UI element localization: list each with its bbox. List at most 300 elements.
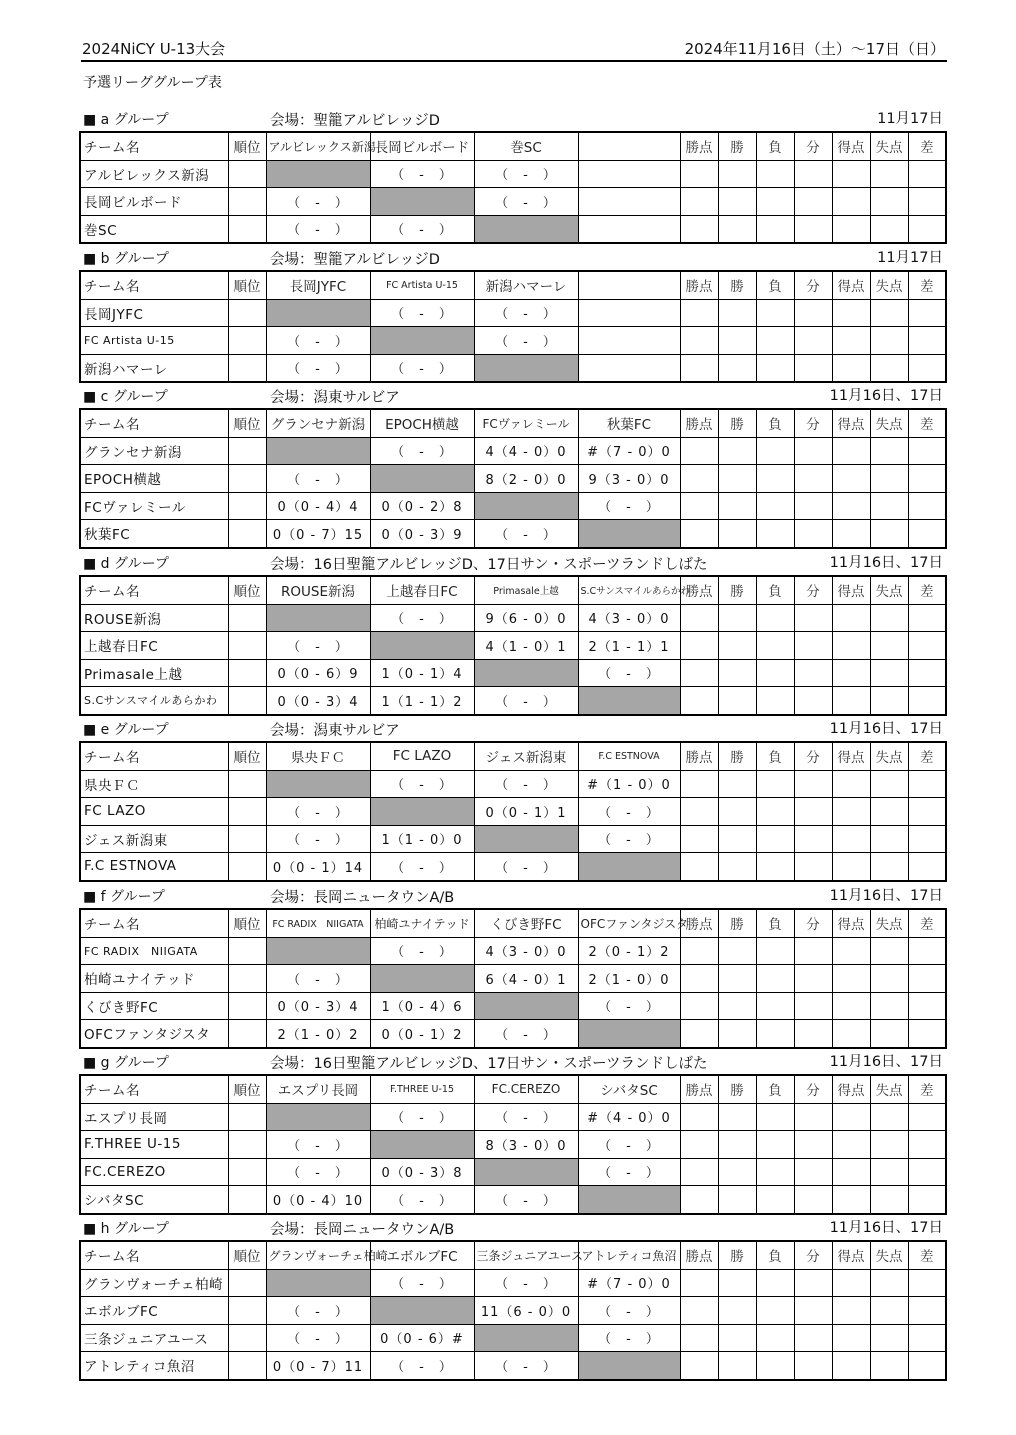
loss-cell xyxy=(756,770,794,798)
diff-cell xyxy=(908,492,946,520)
draw-cell xyxy=(794,1103,832,1131)
header-row xyxy=(80,1075,946,1103)
match-result-cell: 4（1 - 0）1 xyxy=(474,632,578,660)
goals-for-column-header: 得点 xyxy=(832,132,870,160)
goals-against-column-header: 失点 xyxy=(870,742,908,770)
draw-cell xyxy=(794,1297,832,1325)
draw-cell xyxy=(794,1324,832,1352)
group-block xyxy=(79,1048,947,1215)
points-cell xyxy=(680,965,718,993)
match-result-cell: （ - ） xyxy=(474,160,578,188)
points-column-header: 勝点 xyxy=(680,271,718,299)
goals-against-column-header: 失点 xyxy=(870,1241,908,1269)
group-block xyxy=(79,1214,947,1381)
points-cell xyxy=(680,937,718,965)
tournament-title: 2024NiCY U-13大会 xyxy=(82,40,226,58)
win-cell xyxy=(718,798,756,826)
diff-cell xyxy=(908,160,946,188)
match-result-cell: （ - ） xyxy=(370,160,474,188)
goals-against-column-header: 失点 xyxy=(870,409,908,437)
group-table xyxy=(79,1240,947,1381)
group-name: ■ g グループ xyxy=(83,1055,169,1071)
match-result-cell: 9（6 - 0）0 xyxy=(474,604,578,632)
loss-cell xyxy=(756,465,794,493)
draw-cell xyxy=(794,492,832,520)
team-name: 秋葉FC xyxy=(80,520,228,548)
match-result-cell: 0（0 - 3）9 xyxy=(370,520,474,548)
rank-cell xyxy=(228,798,266,826)
team-column-header: チーム名 xyxy=(80,909,228,937)
goals-against-cell xyxy=(870,992,908,1020)
win-cell xyxy=(718,853,756,881)
group-block xyxy=(79,382,947,549)
goals-for-cell xyxy=(832,1131,870,1159)
goals-for-cell xyxy=(832,520,870,548)
group-title-row xyxy=(79,1214,947,1240)
group-title-row xyxy=(79,882,947,908)
match-result-cell: （ - ） xyxy=(266,188,370,216)
diff-cell xyxy=(908,687,946,715)
opponent-column-header: 秋葉FC xyxy=(578,409,680,437)
win-column-header: 勝 xyxy=(718,576,756,604)
rank-column-header: 順位 xyxy=(228,271,266,299)
match-result-cell: （ - ） xyxy=(578,825,680,853)
goals-for-column-header: 得点 xyxy=(832,742,870,770)
points-cell xyxy=(680,188,718,216)
opponent-column-header: ジェス新潟東 xyxy=(474,742,578,770)
goals-against-cell xyxy=(870,215,908,243)
match-result-cell: （ - ） xyxy=(578,798,680,826)
self-match-cell xyxy=(578,1352,680,1380)
goals-against-cell xyxy=(870,937,908,965)
goals-against-column-header: 失点 xyxy=(870,132,908,160)
goals-against-cell xyxy=(870,659,908,687)
diff-cell xyxy=(908,1186,946,1214)
draw-column-header: 分 xyxy=(794,1075,832,1103)
rank-cell xyxy=(228,965,266,993)
draw-column-header: 分 xyxy=(794,132,832,160)
match-result-cell: （ - ） xyxy=(474,1020,578,1048)
diff-cell xyxy=(908,354,946,382)
group-table xyxy=(79,408,947,549)
self-match-cell xyxy=(266,160,370,188)
team-row xyxy=(80,437,946,465)
goals-against-cell xyxy=(870,299,908,327)
diff-column-header: 差 xyxy=(908,409,946,437)
win-column-header: 勝 xyxy=(718,271,756,299)
header-row xyxy=(80,409,946,437)
win-column-header: 勝 xyxy=(718,132,756,160)
opponent-column-header xyxy=(578,271,680,299)
rank-cell xyxy=(228,492,266,520)
win-column-header: 勝 xyxy=(718,1075,756,1103)
diff-cell xyxy=(908,299,946,327)
diff-cell xyxy=(908,937,946,965)
rank-cell xyxy=(228,659,266,687)
goals-against-cell xyxy=(870,1324,908,1352)
points-cell xyxy=(680,1020,718,1048)
header-row xyxy=(80,1241,946,1269)
loss-cell xyxy=(756,853,794,881)
rank-cell xyxy=(228,1020,266,1048)
loss-cell xyxy=(756,604,794,632)
team-name: FC LAZO xyxy=(80,798,228,826)
opponent-column-header: FC Artista U-15 xyxy=(370,271,474,299)
match-result-cell: （ - ） xyxy=(266,1297,370,1325)
rank-cell xyxy=(228,1186,266,1214)
goals-for-cell xyxy=(832,798,870,826)
group-title-row xyxy=(79,105,947,131)
self-match-cell xyxy=(266,299,370,327)
tournament-dates: 2024年11月16日（土）～17日（日） xyxy=(684,40,945,58)
win-cell xyxy=(718,1158,756,1186)
opponent-column-header: 県央ＦＣ xyxy=(266,742,370,770)
group-date: 11月17日 xyxy=(877,111,943,127)
goals-for-cell xyxy=(832,965,870,993)
points-cell xyxy=(680,492,718,520)
team-row xyxy=(80,1186,946,1214)
team-row xyxy=(80,492,946,520)
match-result-cell: （ - ） xyxy=(474,770,578,798)
team-row xyxy=(80,299,946,327)
goals-for-cell xyxy=(832,354,870,382)
opponent-column-header: FCヴァレミール xyxy=(474,409,578,437)
group-name: ■ b グループ xyxy=(83,251,169,267)
team-row xyxy=(80,1352,946,1380)
diff-cell xyxy=(908,770,946,798)
match-result-cell: 9（3 - 0）0 xyxy=(578,465,680,493)
win-cell xyxy=(718,659,756,687)
draw-cell xyxy=(794,437,832,465)
group-table xyxy=(79,270,947,383)
goals-for-column-header: 得点 xyxy=(832,1075,870,1103)
loss-cell xyxy=(756,659,794,687)
diff-cell xyxy=(908,798,946,826)
team-row xyxy=(80,632,946,660)
rank-cell xyxy=(228,188,266,216)
goals-for-cell xyxy=(832,1020,870,1048)
match-result-cell: #（4 - 0）0 xyxy=(578,1103,680,1131)
group-table xyxy=(79,1074,947,1215)
rank-column-header: 順位 xyxy=(228,132,266,160)
draw-cell xyxy=(794,687,832,715)
match-result-cell: 0（0 - 3）8 xyxy=(370,1158,474,1186)
match-result-cell: （ - ） xyxy=(474,1352,578,1380)
opponent-column-header: EPOCH横越 xyxy=(370,409,474,437)
header-row xyxy=(80,742,946,770)
self-match-cell xyxy=(474,825,578,853)
group-venue: 会場：長岡ニュータウンA/B xyxy=(270,1222,455,1238)
diff-cell xyxy=(908,1269,946,1297)
opponent-column-header: FC RADIX NIIGATA xyxy=(266,909,370,937)
loss-cell xyxy=(756,965,794,993)
match-result-cell: （ - ） xyxy=(266,327,370,355)
opponent-column-header: 三条ジュニアユース xyxy=(474,1241,578,1269)
goals-against-cell xyxy=(870,160,908,188)
team-row xyxy=(80,659,946,687)
match-result-cell: 6（4 - 0）1 xyxy=(474,965,578,993)
win-cell xyxy=(718,937,756,965)
group-venue: 会場：16日聖籠アルビレッジD、17日サン・スポーツランドしばた xyxy=(270,557,708,573)
draw-cell xyxy=(794,1269,832,1297)
loss-column-header: 負 xyxy=(756,1075,794,1103)
self-match-cell xyxy=(266,437,370,465)
draw-cell xyxy=(794,825,832,853)
diff-column-header: 差 xyxy=(908,271,946,299)
self-match-cell xyxy=(578,853,680,881)
goals-for-cell xyxy=(832,160,870,188)
goals-against-column-header: 失点 xyxy=(870,576,908,604)
win-cell xyxy=(718,1352,756,1380)
goals-for-cell xyxy=(832,853,870,881)
match-result-cell: （ - ） xyxy=(370,1352,474,1380)
team-name: F.C ESTNOVA xyxy=(80,853,228,881)
opponent-column-header: アルビレックス新潟 xyxy=(266,132,370,160)
loss-cell xyxy=(756,632,794,660)
draw-column-header: 分 xyxy=(794,271,832,299)
match-result-cell: （ - ） xyxy=(474,1269,578,1297)
group-date: 11月16日、17日 xyxy=(829,888,943,904)
match-result-cell: （ - ） xyxy=(266,1131,370,1159)
match-result-cell: 4（3 - 0）0 xyxy=(474,937,578,965)
draw-cell xyxy=(794,659,832,687)
loss-cell xyxy=(756,1131,794,1159)
team-name: くびき野FC xyxy=(80,992,228,1020)
loss-cell xyxy=(756,327,794,355)
diff-cell xyxy=(908,1158,946,1186)
match-result-cell: 0（0 - 4）4 xyxy=(266,492,370,520)
group-name: ■ c グループ xyxy=(83,389,168,405)
draw-cell xyxy=(794,632,832,660)
group-table xyxy=(79,131,947,244)
win-column-header: 勝 xyxy=(718,909,756,937)
team-name: アトレティコ魚沼 xyxy=(80,1352,228,1380)
loss-cell xyxy=(756,1103,794,1131)
goals-for-column-header: 得点 xyxy=(832,576,870,604)
goals-against-cell xyxy=(870,188,908,216)
goals-for-cell xyxy=(832,1324,870,1352)
opponent-column-header: FC.CEREZO xyxy=(474,1075,578,1103)
match-result-cell: 0（0 - 7）11 xyxy=(266,1352,370,1380)
opponent-column-header: グランセナ新潟 xyxy=(266,409,370,437)
match-result-cell: （ - ） xyxy=(474,853,578,881)
diff-cell xyxy=(908,327,946,355)
group-venue: 会場：潟東サルビア xyxy=(270,390,400,406)
match-result-cell: （ - ） xyxy=(370,853,474,881)
group-name: ■ d グループ xyxy=(83,556,169,572)
draw-cell xyxy=(794,965,832,993)
match-result-cell: （ - ） xyxy=(578,1158,680,1186)
loss-column-header: 負 xyxy=(756,742,794,770)
loss-cell xyxy=(756,825,794,853)
draw-cell xyxy=(794,1020,832,1048)
opponent-column-header: くびき野FC xyxy=(474,909,578,937)
rank-cell xyxy=(228,770,266,798)
self-match-cell xyxy=(370,1297,474,1325)
opponent-column-header: F.C ESTNOVA xyxy=(578,742,680,770)
goals-for-cell xyxy=(832,687,870,715)
win-cell xyxy=(718,1020,756,1048)
opponent-column-header: F.THREE U-15 xyxy=(370,1075,474,1103)
rank-cell xyxy=(228,1131,266,1159)
loss-cell xyxy=(756,437,794,465)
match-result-cell: 0（0 - 6）# xyxy=(370,1324,474,1352)
rank-cell xyxy=(228,1269,266,1297)
group-venue: 会場：長岡ニュータウンA/B xyxy=(270,890,455,906)
points-column-header: 勝点 xyxy=(680,1241,718,1269)
points-cell xyxy=(680,798,718,826)
match-result-cell: （ - ） xyxy=(370,354,474,382)
match-result-cell: 8（3 - 0）0 xyxy=(474,1131,578,1159)
goals-against-cell xyxy=(870,1186,908,1214)
win-column-header: 勝 xyxy=(718,1241,756,1269)
goals-against-cell xyxy=(870,965,908,993)
draw-cell xyxy=(794,327,832,355)
group-title-row xyxy=(79,549,947,575)
opponent-column-header: Primasale上越 xyxy=(474,576,578,604)
team-row xyxy=(80,160,946,188)
team-name: S.Cサンスマイルあらかわ xyxy=(80,687,228,715)
opponent-column-header: OFCファンタジスタ xyxy=(578,909,680,937)
match-result-cell: 0（0 - 1）14 xyxy=(266,853,370,881)
diff-cell xyxy=(908,659,946,687)
self-match-cell xyxy=(266,1103,370,1131)
loss-cell xyxy=(756,215,794,243)
match-result-cell: （ - ） xyxy=(370,215,474,243)
match-result-cell: （ - ） xyxy=(266,825,370,853)
match-result-cell: #（7 - 0）0 xyxy=(578,1269,680,1297)
loss-cell xyxy=(756,937,794,965)
rank-cell xyxy=(228,937,266,965)
draw-cell xyxy=(794,1352,832,1380)
team-name: エボルブFC xyxy=(80,1297,228,1325)
diff-column-header: 差 xyxy=(908,1075,946,1103)
goals-against-column-header: 失点 xyxy=(870,909,908,937)
match-result-cell xyxy=(578,188,680,216)
team-name: 三条ジュニアユース xyxy=(80,1324,228,1352)
rank-cell xyxy=(228,1297,266,1325)
team-column-header: チーム名 xyxy=(80,271,228,299)
team-name: 長岡ビルボード xyxy=(80,188,228,216)
diff-column-header: 差 xyxy=(908,576,946,604)
diff-column-header: 差 xyxy=(908,909,946,937)
group-name: ■ e グループ xyxy=(83,722,169,738)
goals-against-cell xyxy=(870,604,908,632)
self-match-cell xyxy=(370,188,474,216)
team-name: FC RADIX NIIGATA xyxy=(80,937,228,965)
opponent-column-header: 巻SC xyxy=(474,132,578,160)
document-header xyxy=(81,38,947,62)
team-row xyxy=(80,687,946,715)
goals-for-cell xyxy=(832,188,870,216)
diff-cell xyxy=(908,437,946,465)
diff-cell xyxy=(908,632,946,660)
diff-cell xyxy=(908,1352,946,1380)
points-cell xyxy=(680,687,718,715)
team-name: FC.CEREZO xyxy=(80,1158,228,1186)
match-result-cell: 1（0 - 1）4 xyxy=(370,659,474,687)
goals-against-cell xyxy=(870,327,908,355)
self-match-cell xyxy=(474,992,578,1020)
diff-cell xyxy=(908,604,946,632)
match-result-cell: （ - ） xyxy=(578,992,680,1020)
rank-cell xyxy=(228,354,266,382)
goals-for-cell xyxy=(832,770,870,798)
goals-against-cell xyxy=(870,825,908,853)
team-name: F.THREE U-15 xyxy=(80,1131,228,1159)
rank-cell xyxy=(228,215,266,243)
team-row xyxy=(80,1269,946,1297)
self-match-cell xyxy=(370,1131,474,1159)
team-row xyxy=(80,604,946,632)
draw-cell xyxy=(794,520,832,548)
self-match-cell xyxy=(474,1158,578,1186)
goals-for-column-header: 得点 xyxy=(832,409,870,437)
match-result-cell xyxy=(578,354,680,382)
loss-cell xyxy=(756,1158,794,1186)
team-name: シバタSC xyxy=(80,1186,228,1214)
loss-cell xyxy=(756,992,794,1020)
match-result-cell: （ - ） xyxy=(474,1103,578,1131)
group-table xyxy=(79,908,947,1049)
goals-for-cell xyxy=(832,659,870,687)
match-result-cell: #（7 - 0）0 xyxy=(578,437,680,465)
self-match-cell xyxy=(266,604,370,632)
opponent-column-header: S.Cサンスマイルあらかわ xyxy=(578,576,680,604)
loss-cell xyxy=(756,798,794,826)
match-result-cell: （ - ） xyxy=(474,1186,578,1214)
opponent-column-header: グランヴォーチェ柏崎 xyxy=(266,1241,370,1269)
goals-for-cell xyxy=(832,1158,870,1186)
team-row xyxy=(80,825,946,853)
goals-for-column-header: 得点 xyxy=(832,909,870,937)
team-name: ジェス新潟東 xyxy=(80,825,228,853)
team-row xyxy=(80,465,946,493)
group-block xyxy=(79,715,947,882)
goals-against-cell xyxy=(870,1269,908,1297)
points-column-header: 勝点 xyxy=(680,1075,718,1103)
rank-column-header: 順位 xyxy=(228,742,266,770)
team-row xyxy=(80,1324,946,1352)
team-column-header: チーム名 xyxy=(80,1241,228,1269)
points-cell xyxy=(680,1131,718,1159)
loss-cell xyxy=(756,492,794,520)
group-date: 11月16日、17日 xyxy=(829,555,943,571)
match-result-cell: （ - ） xyxy=(474,299,578,327)
goals-against-cell xyxy=(870,798,908,826)
match-result-cell: （ - ） xyxy=(474,327,578,355)
team-row xyxy=(80,853,946,881)
goals-for-cell xyxy=(832,632,870,660)
goals-for-cell xyxy=(832,492,870,520)
goals-against-cell xyxy=(870,354,908,382)
group-venue: 会場：16日聖籠アルビレッジD、17日サン・スポーツランドしばた xyxy=(270,1056,708,1072)
goals-for-column-header: 得点 xyxy=(832,1241,870,1269)
win-cell xyxy=(718,965,756,993)
group-block xyxy=(79,549,947,716)
loss-cell xyxy=(756,687,794,715)
match-result-cell: #（1 - 0）0 xyxy=(578,770,680,798)
diff-cell xyxy=(908,520,946,548)
team-row xyxy=(80,1131,946,1159)
goals-for-cell xyxy=(832,1352,870,1380)
diff-cell xyxy=(908,965,946,993)
header-row xyxy=(80,132,946,160)
match-result-cell: （ - ） xyxy=(474,687,578,715)
group-title-row xyxy=(79,1048,947,1074)
goals-against-cell xyxy=(870,1020,908,1048)
draw-cell xyxy=(794,160,832,188)
